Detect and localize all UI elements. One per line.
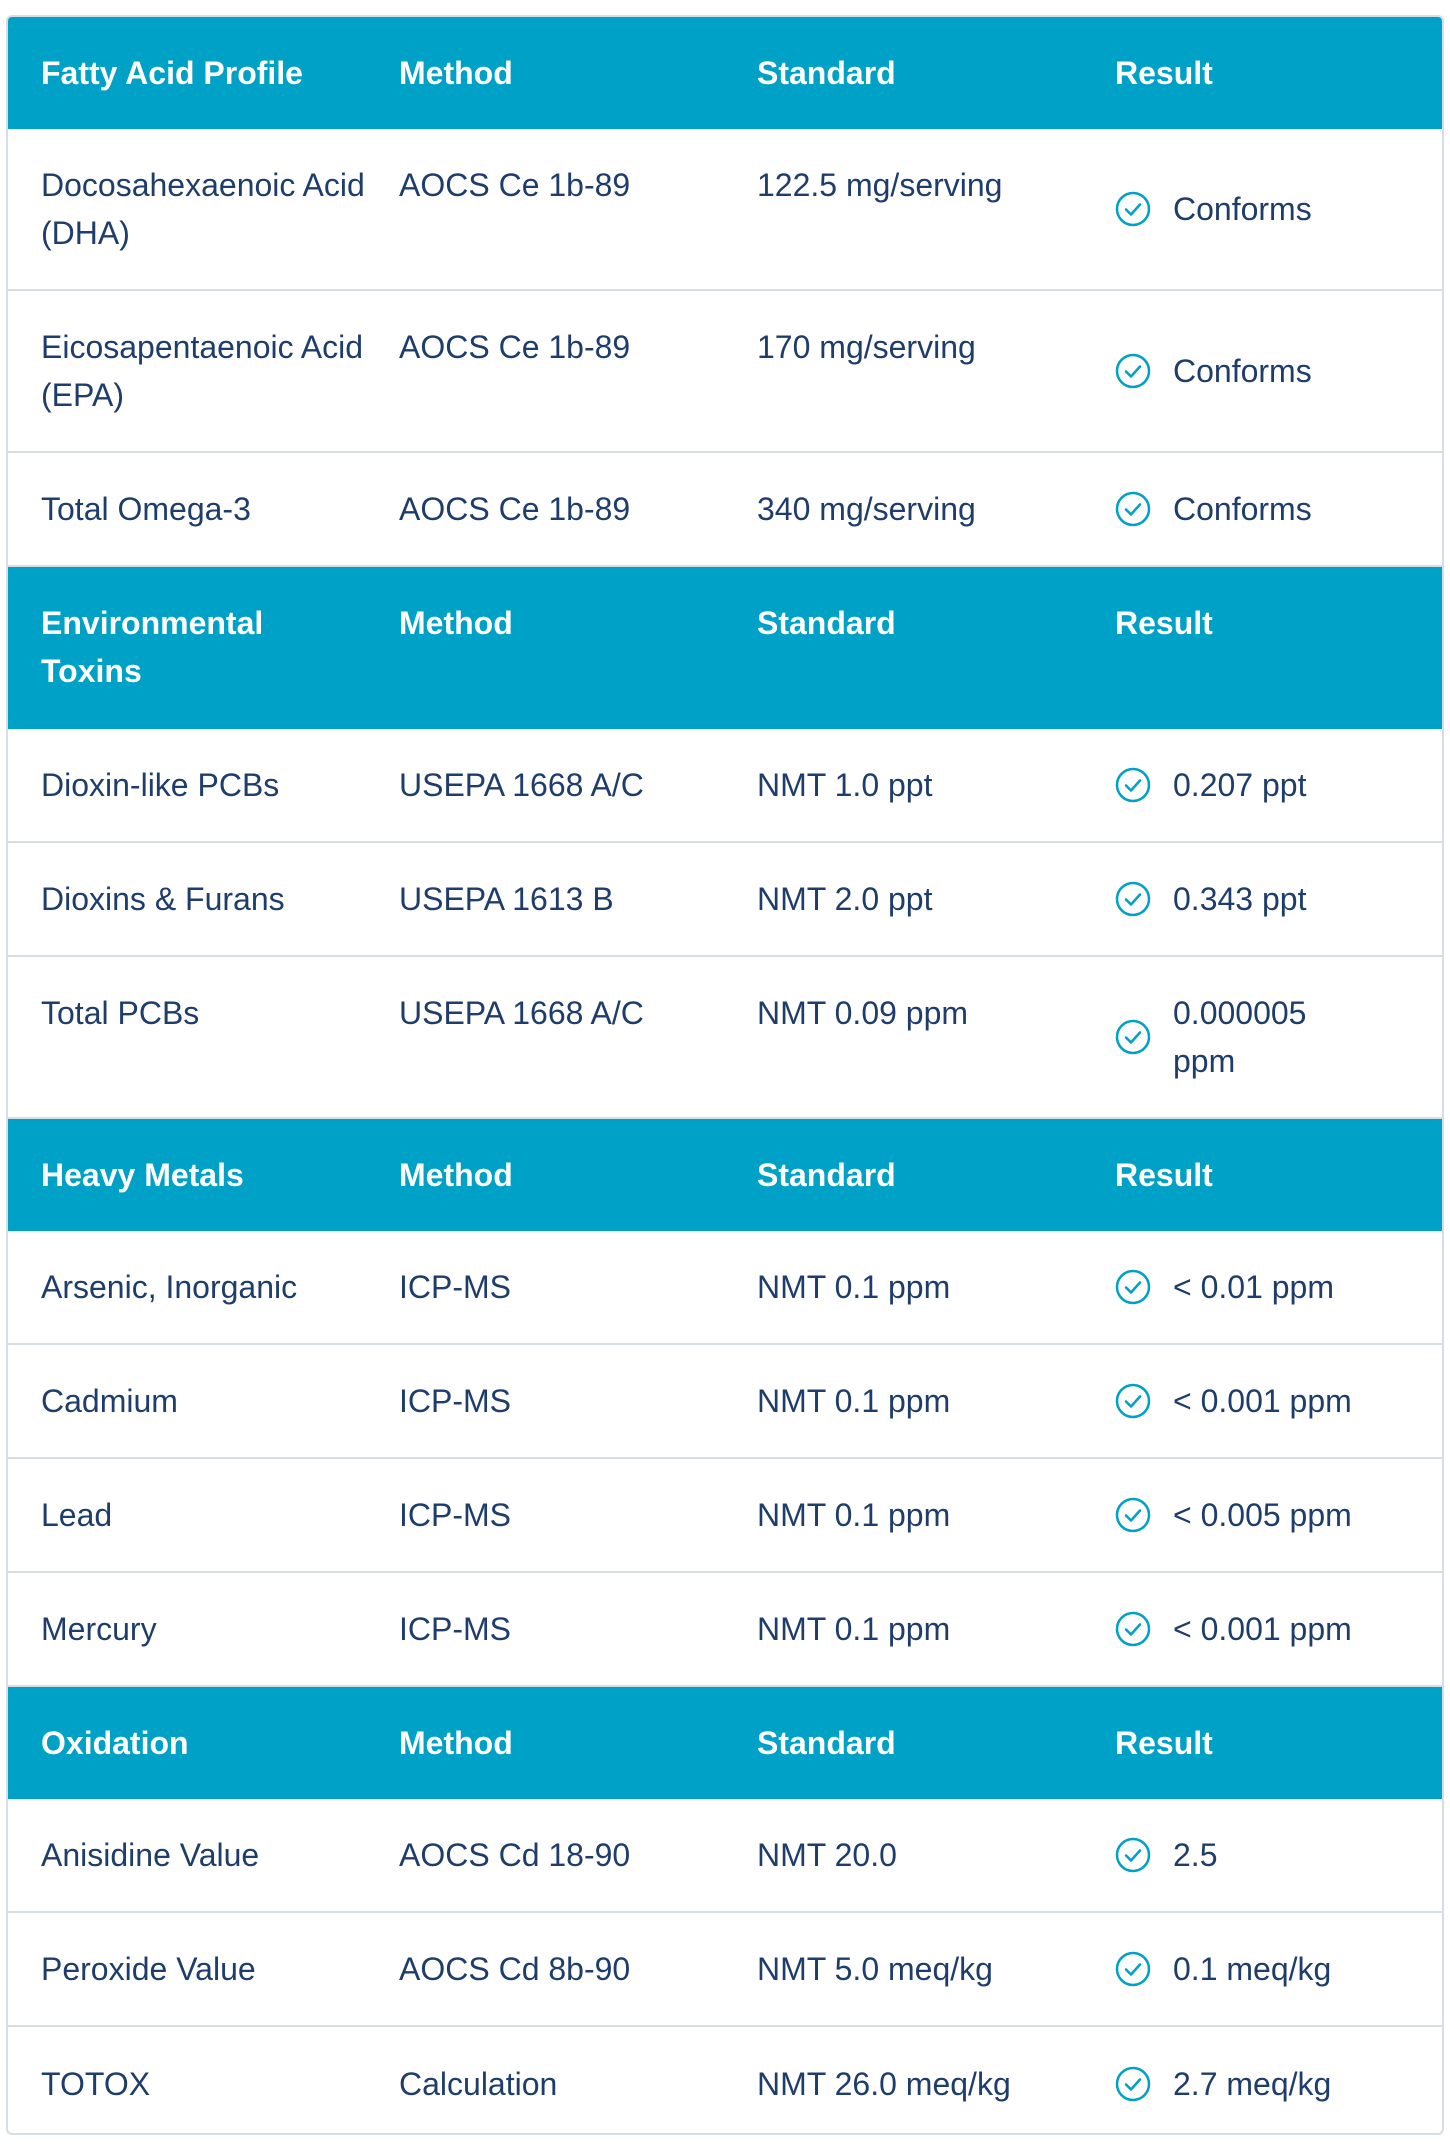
result-value: 0.343 ppt xyxy=(1173,881,1307,917)
table-row xyxy=(8,1231,1442,1345)
circle-check-icon xyxy=(1115,767,1151,803)
standard-value: NMT 0.1 ppm xyxy=(757,1383,951,1419)
method-value: AOCS Ce 1b-89 xyxy=(399,491,631,527)
column-header-standard: Standard xyxy=(757,605,896,641)
circle-check-icon xyxy=(1115,1269,1151,1305)
result-cell xyxy=(1082,1491,1442,1539)
standard-value: NMT 0.1 ppm xyxy=(757,1269,951,1305)
table-row xyxy=(8,1913,1442,2027)
result-cell xyxy=(1082,1377,1442,1425)
circle-check-icon xyxy=(1115,1611,1151,1647)
analyte-name: Arsenic, Inorganic xyxy=(41,1269,298,1305)
analyte-name: Eicosapentaenoic Acid (EPA) xyxy=(41,329,363,413)
method-value: AOCS Ce 1b-89 xyxy=(399,329,631,365)
circle-check-icon xyxy=(1115,2066,1151,2102)
column-header-result: Result xyxy=(1115,605,1213,641)
result-cell xyxy=(1082,1605,1442,1653)
circle-check-icon xyxy=(1115,191,1151,227)
table-row xyxy=(8,729,1442,843)
column-header-method: Method xyxy=(399,1725,513,1761)
standard-value: NMT 20.0 xyxy=(757,1837,897,1873)
column-header-method: Method xyxy=(399,55,513,91)
result-cell xyxy=(1082,2060,1442,2108)
standard-value: 340 mg/serving xyxy=(757,491,976,527)
circle-check-icon xyxy=(1115,353,1151,389)
analyte-name: Anisidine Value xyxy=(41,1837,260,1873)
column-header-standard: Standard xyxy=(757,55,896,91)
result-value: < 0.001 ppm xyxy=(1173,1383,1352,1419)
result-value: Conforms xyxy=(1173,353,1312,389)
method-value: Calculation xyxy=(399,2066,558,2102)
result-value: 0.000005 ppm xyxy=(1173,995,1307,1079)
analyte-name: Dioxins & Furans xyxy=(41,881,285,917)
result-value: Conforms xyxy=(1173,491,1312,527)
result-cell xyxy=(1082,1831,1442,1879)
column-header-result: Result xyxy=(1115,1157,1213,1193)
circle-check-icon xyxy=(1115,1019,1151,1055)
standard-value: NMT 0.1 ppm xyxy=(757,1611,951,1647)
method-value: ICP-MS xyxy=(399,1611,511,1647)
analyte-name: Mercury xyxy=(41,1611,157,1647)
result-cell xyxy=(1082,347,1442,395)
result-value: 0.1 meq/kg xyxy=(1173,1951,1332,1987)
standard-value: NMT 5.0 meq/kg xyxy=(757,1951,993,1987)
result-cell xyxy=(1082,1263,1442,1311)
analyte-name: Lead xyxy=(41,1497,113,1533)
section-header-heavy-metals xyxy=(8,1119,1442,1231)
table-row xyxy=(8,843,1442,957)
result-value: < 0.001 ppm xyxy=(1173,1611,1352,1647)
standard-value: NMT 0.1 ppm xyxy=(757,1497,951,1533)
method-value: AOCS Cd 18-90 xyxy=(399,1837,631,1873)
result-cell xyxy=(1082,875,1442,923)
result-value: 0.207 ppt xyxy=(1173,767,1307,803)
section-header-fatty-acid xyxy=(8,17,1442,129)
analyte-name: Dioxin-like PCBs xyxy=(41,767,280,803)
method-value: AOCS Cd 8b-90 xyxy=(399,1951,631,1987)
result-cell xyxy=(1082,485,1442,533)
table-row xyxy=(8,1459,1442,1573)
standard-value: 122.5 mg/serving xyxy=(757,167,1003,203)
analyte-name: Peroxide Value xyxy=(41,1951,256,1987)
column-header-method: Method xyxy=(399,605,513,641)
method-value: AOCS Ce 1b-89 xyxy=(399,167,631,203)
result-value: < 0.01 ppm xyxy=(1173,1269,1334,1305)
result-value: Conforms xyxy=(1173,191,1312,227)
analyte-name: Cadmium xyxy=(41,1383,178,1419)
table-row xyxy=(8,1573,1442,1687)
result-cell xyxy=(1082,761,1442,809)
result-cell xyxy=(1082,989,1442,1085)
section-header-oxidation xyxy=(8,1687,1442,1799)
column-header-method: Method xyxy=(399,1157,513,1193)
column-header-result: Result xyxy=(1115,55,1213,91)
method-value: USEPA 1613 B xyxy=(399,881,614,917)
method-value: ICP-MS xyxy=(399,1497,511,1533)
analyte-name: Total PCBs xyxy=(41,995,200,1031)
method-value: USEPA 1668 A/C xyxy=(399,995,644,1031)
method-value: ICP-MS xyxy=(399,1383,511,1419)
result-cell xyxy=(1082,1945,1442,1993)
table-row xyxy=(8,291,1442,453)
standard-value: 170 mg/serving xyxy=(757,329,976,365)
table-row xyxy=(8,2027,1442,2135)
result-value: 2.5 xyxy=(1173,1837,1218,1873)
standard-value: NMT 2.0 ppt xyxy=(757,881,933,917)
section-title: Environmental Toxins xyxy=(41,605,264,689)
standard-value: NMT 26.0 meq/kg xyxy=(757,2066,1011,2102)
result-value: 2.7 meq/kg xyxy=(1173,2066,1332,2102)
standard-value: NMT 0.09 ppm xyxy=(757,995,969,1031)
table-row xyxy=(8,1799,1442,1913)
analyte-name: Total Omega-3 xyxy=(41,491,251,527)
table-row xyxy=(8,1345,1442,1459)
section-title: Heavy Metals xyxy=(41,1157,244,1193)
analyte-name: Docosahexaenoic Acid (DHA) xyxy=(41,167,365,251)
column-header-standard: Standard xyxy=(757,1725,896,1761)
section-title: Fatty Acid Profile xyxy=(41,55,303,91)
table-row xyxy=(8,957,1442,1119)
standard-value: NMT 1.0 ppt xyxy=(757,767,933,803)
circle-check-icon xyxy=(1115,881,1151,917)
analysis-results-table xyxy=(6,15,1444,2135)
circle-check-icon xyxy=(1115,1837,1151,1873)
circle-check-icon xyxy=(1115,1497,1151,1533)
column-header-standard: Standard xyxy=(757,1157,896,1193)
circle-check-icon xyxy=(1115,491,1151,527)
method-value: ICP-MS xyxy=(399,1269,511,1305)
method-value: USEPA 1668 A/C xyxy=(399,767,644,803)
circle-check-icon xyxy=(1115,1951,1151,1987)
column-header-result: Result xyxy=(1115,1725,1213,1761)
table-row xyxy=(8,453,1442,567)
circle-check-icon xyxy=(1115,1383,1151,1419)
section-header-environmental-toxins xyxy=(8,567,1442,729)
table-row xyxy=(8,129,1442,291)
result-value: < 0.005 ppm xyxy=(1173,1497,1352,1533)
result-cell xyxy=(1082,185,1442,233)
analyte-name: TOTOX xyxy=(41,2066,151,2102)
section-title: Oxidation xyxy=(41,1725,189,1761)
